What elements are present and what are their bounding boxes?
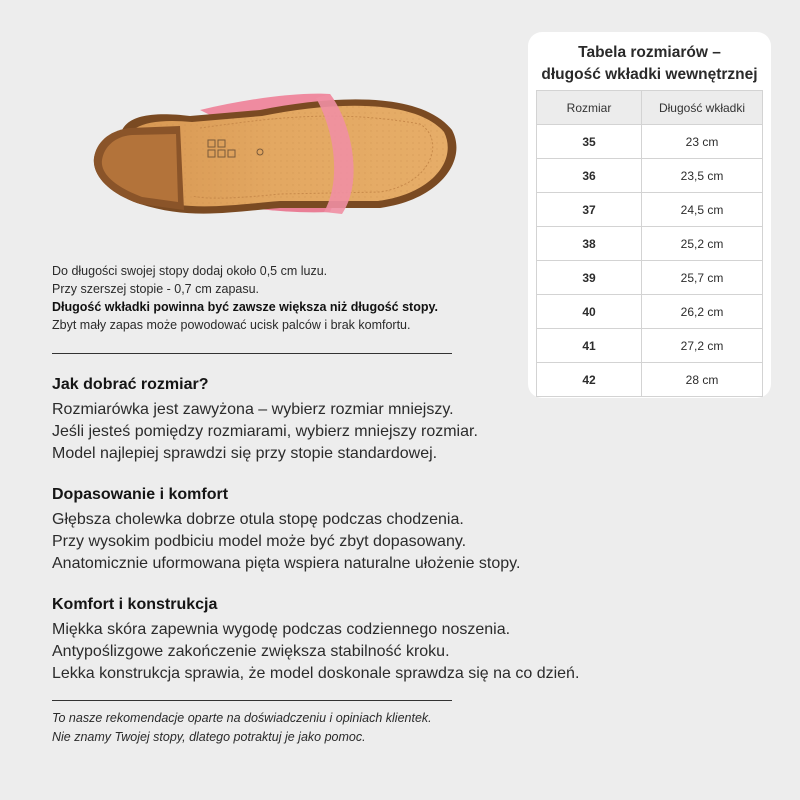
size-table <box>536 90 763 397</box>
divider <box>52 353 452 354</box>
size-chart-card <box>528 32 771 398</box>
length-cell: 23,5 cm <box>642 159 763 193</box>
section-line: Miękka skóra zapewnia wygodę podczas codziennego noszenia. <box>52 621 511 638</box>
length-cell: 24,5 cm <box>642 193 763 227</box>
size-chart-title-line: Tabela rozmiarów – <box>578 44 721 61</box>
note-line: Zbyt mały zapas może powodować ucisk palców i brak komfortu. <box>52 318 411 332</box>
size-cell: 40 <box>537 295 642 329</box>
size-cell: 37 <box>537 193 642 227</box>
section-line: Jeśli jesteś pomiędzy rozmiarami, wybierz mniejszy rozmiar. <box>52 423 478 440</box>
size-chart-title <box>528 42 771 86</box>
table-row <box>537 295 763 329</box>
column-header-size: Rozmiar <box>537 91 642 125</box>
section-line: Rozmiarówka jest zawyżona – wybierz rozmiar mniejszy. <box>52 401 454 418</box>
disclaimer <box>52 709 432 747</box>
size-cell: 41 <box>537 329 642 363</box>
section-heading: Jak dobrać rozmiar? <box>52 376 209 393</box>
size-cell: 39 <box>537 261 642 295</box>
note-line: Przy szerszej stopie - 0,7 cm zapasu. <box>52 282 260 296</box>
section-line: Anatomicznie uformowana pięta wspiera naturalne ułożenie stopy. <box>52 555 521 572</box>
table-row <box>537 125 763 159</box>
size-cell: 38 <box>537 227 642 261</box>
size-chart-title-line: długość wkładki wewnętrznej <box>541 66 758 83</box>
column-header-insole-length: Długość wkładki <box>642 91 763 125</box>
table-row <box>537 261 763 295</box>
length-cell: 25,7 cm <box>642 261 763 295</box>
table-row <box>537 329 763 363</box>
section-line: Głębsza cholewka dobrze otula stopę podczas chodzenia. <box>52 511 464 528</box>
size-cell: 35 <box>537 125 642 159</box>
divider <box>52 700 452 701</box>
note-line-emphasis: Długość wkładki powinna być zawsze większa niż długość stopy. <box>52 300 438 314</box>
length-cell: 23 cm <box>642 125 763 159</box>
size-cell: 42 <box>537 363 642 397</box>
section-heading: Komfort i konstrukcja <box>52 596 218 613</box>
note-line: Do długości swojej stopy dodaj około 0,5 cm luzu. <box>52 264 328 278</box>
table-row <box>537 159 763 193</box>
section-heading: Dopasowanie i komfort <box>52 486 229 503</box>
length-cell: 27,2 cm <box>642 329 763 363</box>
section-line: Model najlepiej sprawdzi się przy stopie standardowej. <box>52 445 438 462</box>
section-line: Przy wysokim podbiciu model może być zbyt dopasowany. <box>52 533 467 550</box>
table-row <box>537 227 763 261</box>
disclaimer-line: To nasze rekomendacje oparte na doświadczeniu i opiniach klientek. <box>52 711 432 725</box>
section-fit-comfort <box>52 485 652 575</box>
sizing-notes <box>52 262 522 334</box>
length-cell: 25,2 cm <box>642 227 763 261</box>
length-cell: 26,2 cm <box>642 295 763 329</box>
disclaimer-line: Nie znamy Twojej stopy, dlatego potraktuj je jako pomoc. <box>52 730 366 744</box>
shoe-sole-image <box>80 80 460 230</box>
length-cell: 28 cm <box>642 363 763 397</box>
table-row <box>537 363 763 397</box>
section-line: Antypoślizgowe zakończenie zwiększa stabilność kroku. <box>52 643 450 660</box>
table-row <box>537 193 763 227</box>
section-comfort-construction <box>52 595 652 685</box>
section-line: Lekka konstrukcja sprawia, że model doskonale sprawdza się na co dzień. <box>52 665 580 682</box>
size-cell: 36 <box>537 159 642 193</box>
